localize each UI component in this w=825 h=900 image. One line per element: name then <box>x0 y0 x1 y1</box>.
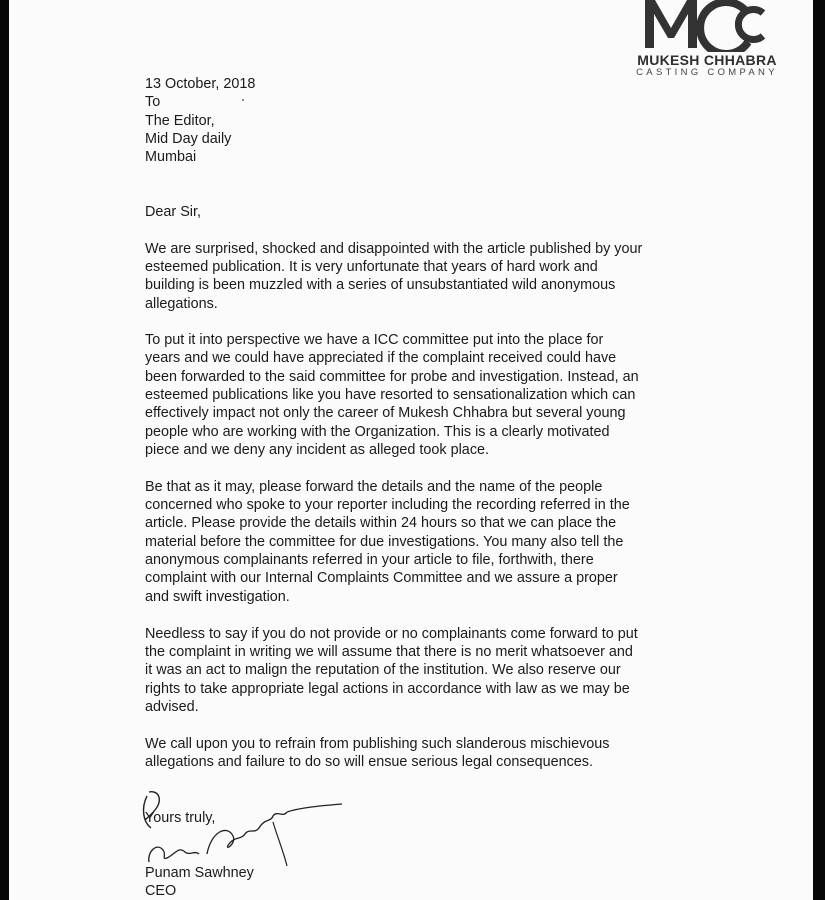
body-line: people who are working with the Organization. This is a clearly motivated <box>145 424 610 440</box>
body-line: esteemed publications like you have resorted to sensationalization which can <box>145 387 636 403</box>
body-line: allegations. <box>145 296 218 312</box>
recipient-line: To <box>145 94 161 110</box>
body-line: material before the committee for due investigations. You many also tell the <box>145 534 624 550</box>
body-line: We are surprised, shocked and disappointed with the article published by your <box>145 241 643 257</box>
signatory-name: Punam Sawhney <box>145 865 254 881</box>
body-line: article. Please provide the details within 24 hours so that we can place the <box>145 515 617 531</box>
body-line: complaint with our Internal Complaints Committee and we assure a proper <box>145 570 618 586</box>
mcc-monogram-icon <box>641 0 776 52</box>
signatory-title: CEO <box>145 883 177 899</box>
body-line: We call upon you to refrain from publishing such slanderous mischievous <box>145 736 610 752</box>
company-logo <box>629 0 789 82</box>
body-line: and swift investigation. <box>145 589 290 605</box>
body-line: esteemed publication. It is very unfortunate that years of hard work and <box>145 259 598 275</box>
body-line: it was an act to malign the reputation of the institution. We also reserve our <box>145 662 621 678</box>
body-line: the complaint in writing we will assume that there is no merit whatsoever and <box>145 644 633 660</box>
body-line: years and we could have appreciated if the complaint received could have <box>145 350 617 366</box>
body-line: To put it into perspective we have a ICC committee put into the place for <box>145 332 604 348</box>
body-line: building is been muzzled with a series of unsubstantiated wild anonymous <box>145 277 616 293</box>
scan-border-left <box>0 0 9 900</box>
recipient-line: The Editor, <box>145 113 215 129</box>
scan-border-right <box>813 0 825 900</box>
company-tagline: CASTING COMPANY <box>636 67 778 78</box>
letter-page <box>9 0 813 900</box>
salutation: Dear Sir, <box>145 204 201 220</box>
body-line: Needless to say if you do not provide or no complainants come forward to put <box>145 626 638 642</box>
body-line: effectively impact not only the career of Mukesh Chhabra but several young <box>145 405 626 421</box>
body-line: piece and we deny any incident as alleged took place. <box>145 442 490 458</box>
company-name: MUKESH CHHABRA <box>637 52 777 68</box>
scan-speck <box>242 99 244 101</box>
body-line: been forwarded to the said committee for probe and investigation. Instead, an <box>145 369 639 385</box>
body-line: Be that as it may, please forward the details and the name of the people <box>145 479 603 495</box>
body-line: anonymous complainants referred in your article to file, forthwith, there <box>145 552 594 568</box>
letter-date: 13 October, 2018 <box>145 76 256 92</box>
body-line: advised. <box>145 699 199 715</box>
body-line: allegations and failure to do so will ensue serious legal consequences. <box>145 754 593 770</box>
body-line: rights to take appropriate legal actions in accordance with law as we may be <box>145 681 630 697</box>
recipient-line: Mid Day daily <box>145 131 232 147</box>
body-line: concerned who spoke to your reporter including the recording referred in the <box>145 497 630 513</box>
handwritten-signature <box>137 788 357 868</box>
recipient-line: Mumbai <box>145 149 197 165</box>
closing: Yours truly, <box>145 810 216 826</box>
